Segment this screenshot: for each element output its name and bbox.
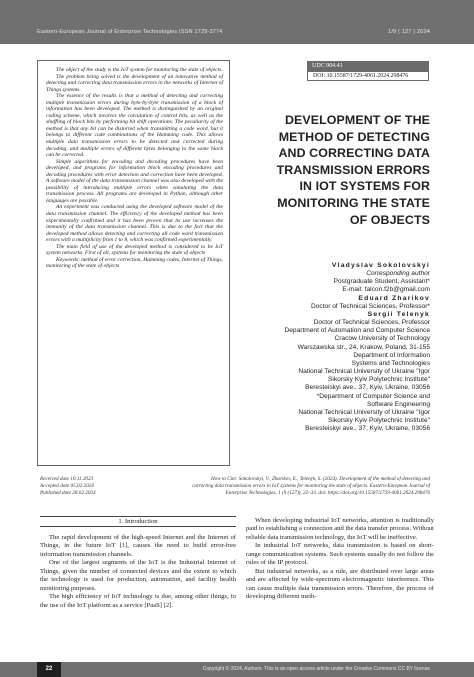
body-paragraph: But industrial networks, as a rule, are distributed over large areas and are affected by wide-spectrum electromagnetic interference. This can cause multiple data transmission errors. Therefore, the process of developing different meth- xyxy=(246,567,434,601)
author-affiliation-line: Sikorsky Kyiv Polytechnic Institute" xyxy=(327,376,430,384)
abstract-paragraph: The essence of the results is that a method of detecting and correcting multiple transmission errors during byte-by-byte transmission of a block of information has been developed. The method is distinguished by an original coding scheme, which involves the calculation of control bits, as well as the shuffling of block bits by performing bit shift operations. The peculiarity of the method is that any bit can be distorted when transmitting a code word, but it belongs to different code combinations of the Hamming code. This allows multiple data transmission errors to be detected and corrected during decoding, and multiple errors of different bytes belonging to the same block can be corrected. xyxy=(46,93,223,159)
author-name: Eduard Zharikov xyxy=(358,294,430,302)
page-footer xyxy=(0,662,474,677)
author-affiliation-line: Doctor of Technical Sciences, Professor* xyxy=(311,302,430,310)
body-column-left xyxy=(40,534,236,610)
doi-link[interactable]: DOI: 10.15587/1729-4061.2024.298476 xyxy=(307,71,429,81)
received-date: Received date 10.11.2023 xyxy=(40,476,94,482)
author-affiliation-line: E-mail: falcon.f2b@gmail.com xyxy=(342,286,430,294)
body-paragraph: When developing industrial IoT networks, attention is traditionally paid to establishing a connection and the data transfer process. Without reliable data transmission technology, the IoT will be ineffective. xyxy=(246,517,434,541)
author-affiliation-line: Software Engineering xyxy=(366,400,430,408)
title-line: OF OBJECTS xyxy=(349,212,430,227)
author-affiliation-line: Beresteiskyi ave., 37, Kyiv, Ukraine, 03056 xyxy=(305,425,430,433)
title-line: METHOD OF DETECTING xyxy=(278,129,430,144)
title-line: MONITORING THE STATE xyxy=(277,195,430,210)
abstract-box xyxy=(37,60,230,466)
body-column-right xyxy=(246,517,434,602)
udc-code: UDC 004.41 xyxy=(307,61,429,71)
issue-number: 1/9 ( 127 ) 2024 xyxy=(388,29,430,35)
title-line: IN IOT SYSTEMS FOR xyxy=(299,179,430,194)
author-affiliation-line: Sikorsky Kyiv Polytechnic Institute" xyxy=(327,416,430,424)
author-affiliations xyxy=(236,262,430,433)
author-name: Sergii Telenyk xyxy=(367,310,430,318)
citation-line: correcting data transmission errors in IoT systems for monitoring the state of objects. Eastern-European Journal of xyxy=(192,483,430,490)
journal-name: Eastern-European Journal of Enterprise Technologies ISSN 1729-3774 xyxy=(37,29,223,35)
journal-header-bar xyxy=(0,0,474,44)
article-title xyxy=(240,112,430,228)
author-affiliation-line: Department of Automation and Computer Science xyxy=(284,327,430,335)
title-line: AND CORRECTING DATA xyxy=(278,146,430,161)
keywords: Keywords: method of error correction, Hamming codes, Internet of Things, monitoring of the state of objects xyxy=(46,256,224,270)
author-affiliation-line: National Technical University of Ukraine "Igor xyxy=(298,368,430,376)
page-number: 22 xyxy=(37,662,61,677)
author-affiliation-line: *Department of Computer Science and xyxy=(316,392,430,400)
section-heading: 1. Introduction xyxy=(40,516,236,527)
author-affiliation-line: Systems and Technologies xyxy=(351,359,430,367)
abstract-paragraph: Simple algorithms for encoding and decoding procedures have been developed, and programs for information block encoding procedures and decoding procedures with error detection and correction have been developed. A software model of the data transmission channel was also developed with the possibility of introducing multiple errors when simulating the data transmission process. All programs are developed in Python, although other languages are possible. xyxy=(46,158,223,204)
how-to-cite xyxy=(160,476,430,498)
author-affiliation-line: Doctor of Technical Sciences, Professor xyxy=(313,319,430,327)
author-affiliation-line: Department of Information xyxy=(353,351,430,359)
author-affiliation-line: Corresponding author xyxy=(366,270,430,278)
body-paragraph: In industrial IoT networks, data transmission is based on short-range communication systems. Such systems usually do not follow the rules of the IP protocol. xyxy=(246,542,434,567)
udc-doi-block xyxy=(307,61,429,81)
author-affiliation-line: Cracow University of Technology xyxy=(334,335,430,343)
published-date: Published date 28.02.2024 xyxy=(40,490,96,497)
citation-line: How to Cite: Sokolovskyi, V., Zharikov, E., Telenyk, S. (2024). Development of the method of detecting and xyxy=(210,476,430,482)
body-paragraph: The high efficiency of IoT technology is due, among other things, to the use of the IoT platform as a service [PaaS] [2]. xyxy=(40,593,236,609)
title-line: TRANSMISSION ERRORS xyxy=(276,162,430,177)
abstract-paragraph: The main field of use of the developed method is considered to be IoT system networks. First of all, systems for monitoring the state of objects xyxy=(46,243,223,257)
abstract-paragraph: The object of the study is the IoT system for monitoring the state of objects. xyxy=(56,67,223,73)
license-text: Copyright © 2024, Authors. This is an open access article under the Creative Commons CC BY license xyxy=(202,666,430,672)
author-name: Vladyslav Sokolovskyi xyxy=(331,262,430,269)
author-affiliation-line: Postgraduate Student, Assistant* xyxy=(333,278,430,286)
body-paragraph: The rapid development of the high-speed Internet and the Internet of Things, in the future IoT [1], causes the need to build error-free information transmission channels. xyxy=(40,534,236,558)
publication-dates xyxy=(40,476,96,498)
accepted-date: Accepted date 05.02.2024 xyxy=(40,483,94,490)
abstract-paragraph: An experiment was conducted using the developed software model of the data transmission channel. The efficiency of the developed method has been experimentally confirmed and it has been proven that its use increases the immunity of the data transmission channel. This is due to the fact that the developed method allows detecting and correcting all code word transmission errors with a multiplicity from 1 to 8, which was confirmed experimentally. xyxy=(46,204,223,244)
title-line: DEVELOPMENT OF THE xyxy=(285,113,430,127)
author-affiliation-line: Warszawska str., 24, Krakow, Poland, 31-155 xyxy=(297,343,430,351)
author-affiliation-line: National Technical University of Ukraine "Igor xyxy=(298,408,430,416)
body-paragraph: One of the largest segments of the IoT is the Industrial Internet of Things, given the number of connected devices and the extent to which the technology is used for production, automation, and facility health monitoring purposes. xyxy=(40,559,236,592)
citation-line: Enterprise Technologies, 1 (9 (127)), 22–33. doi: https://doi.org/10.15587/1729-4061.2024.298476 xyxy=(225,490,430,497)
abstract-paragraph: The problem being solved is the development of an innovative method of detecting and correcting data transmission errors in the networks of Internet of Things systems. xyxy=(46,73,223,93)
author-affiliation-line: Beresteiskyi ave., 37, Kyiv, Ukraine, 03056 xyxy=(305,384,430,392)
